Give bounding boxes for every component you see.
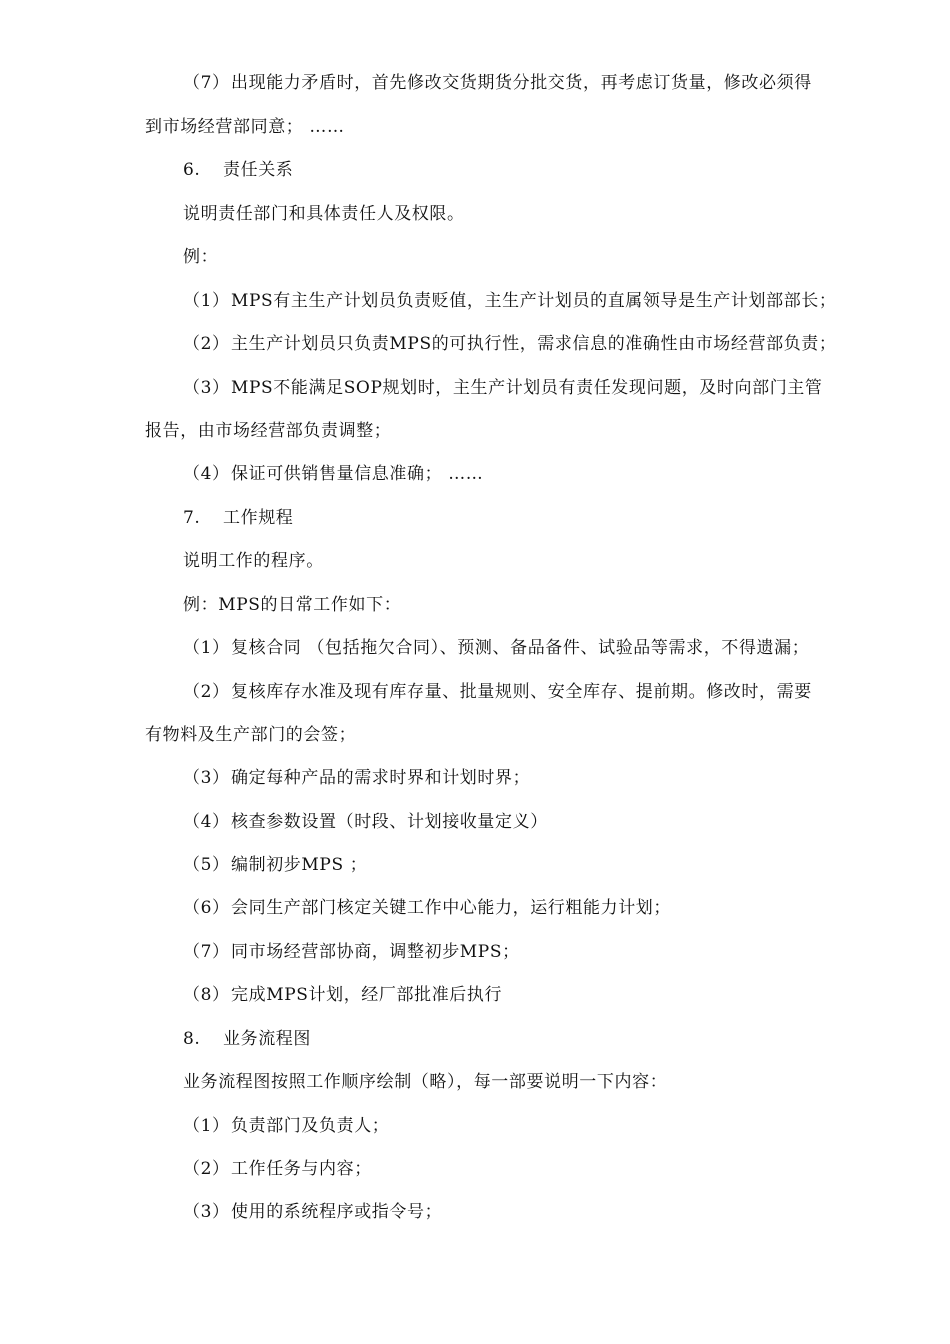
- item-text: MPS有主生产计划员负责贬值，主生产计划员的直属领导是生产计划部部长；: [231, 291, 837, 311]
- list-item: [183, 332, 837, 356]
- item-number: （4）: [183, 464, 230, 484]
- list-item: [183, 983, 502, 1007]
- paragraph-continuation: [145, 723, 356, 747]
- item-text: 确定每种产品的需求时界和计划时界；: [231, 768, 531, 788]
- item-text: 复核合同 （包括拖欠合同）、预测、备品备件、试验品等需求，不得遗漏；: [231, 638, 810, 658]
- paragraph: [183, 202, 465, 226]
- item-number: （1）: [183, 291, 230, 311]
- paragraph-text: 业务流程图按照工作顺序绘制（略），每一部要说明一下内容：: [183, 1072, 668, 1092]
- example-label: [183, 245, 218, 269]
- section-heading: [183, 158, 293, 182]
- list-item: [183, 1200, 442, 1224]
- list-item: [183, 810, 548, 834]
- list-item: [183, 766, 530, 790]
- item-number: （2）: [183, 682, 230, 702]
- item-text: 编制初步MPS ；: [231, 855, 368, 875]
- item-number: （7）: [183, 73, 230, 93]
- item-number: （8）: [183, 985, 230, 1005]
- section-title: 工作规程: [223, 508, 294, 528]
- list-item: [183, 940, 520, 964]
- section-title: 业务流程图: [223, 1029, 311, 1049]
- list-item: [183, 1114, 389, 1138]
- item-text: 复核库存水准及现有库存量、批量规则、安全库存、提前期。修改时，需要: [231, 682, 812, 702]
- list-item: [183, 71, 812, 95]
- item-text: 有物料及生产部门的会签；: [145, 725, 357, 745]
- item-text: 会同生产部门核定关键工作中心能力，运行粗能力计划；: [231, 898, 671, 918]
- paragraph-text: 说明工作的程序。: [183, 551, 324, 571]
- paragraph-text: 例：MPS的日常工作如下：: [183, 595, 402, 615]
- item-text: MPS不能满足SOP规划时，主生产计划员有责任发现问题，及时向部门主管: [231, 378, 823, 398]
- section-number: 7.: [183, 508, 201, 528]
- item-number: （3）: [183, 378, 230, 398]
- list-item: [183, 636, 809, 660]
- example-label: [183, 593, 401, 617]
- item-number: （5）: [183, 855, 230, 875]
- paragraph: [183, 549, 324, 573]
- list-item: [183, 289, 837, 313]
- item-number: （2）: [183, 1159, 230, 1179]
- item-number: （2）: [183, 334, 230, 354]
- section-number: 8.: [183, 1029, 201, 1049]
- paragraph-text: 例：: [183, 247, 219, 267]
- item-text: 出现能力矛盾时，首先修改交货期货分批交货，再考虑订货量，修改必须得: [231, 73, 812, 93]
- item-number: （3）: [183, 1202, 230, 1222]
- paragraph-continuation: [145, 115, 345, 139]
- item-text: 同市场经营部协商，调整初步MPS；: [231, 942, 520, 962]
- list-item: [183, 853, 367, 877]
- item-text: 保证可供销售量信息准确； ……: [231, 464, 484, 484]
- item-text: 负责部门及负责人；: [231, 1116, 390, 1136]
- section-number: 6.: [183, 160, 201, 180]
- item-text: 报告，由市场经营部负责调整；: [145, 421, 392, 441]
- section-heading: [183, 506, 293, 530]
- list-item: [183, 462, 483, 486]
- item-number: （6）: [183, 898, 230, 918]
- item-text: 工作任务与内容；: [231, 1159, 372, 1179]
- list-item: [183, 896, 671, 920]
- list-item: [183, 1157, 372, 1181]
- item-number: （4）: [183, 812, 230, 832]
- item-number: （7）: [183, 942, 230, 962]
- paragraph: [183, 1070, 667, 1094]
- list-item: [183, 680, 812, 704]
- paragraph-continuation: [145, 419, 391, 443]
- section-title: 责任关系: [223, 160, 294, 180]
- item-text: 主生产计划员只负责MPS的可执行性，需求信息的准确性由市场经营部负责；: [231, 334, 837, 354]
- item-text: 核查参数设置（时段、计划接收量定义）: [231, 812, 548, 832]
- item-text: 完成MPS计划，经厂部批准后执行: [231, 985, 503, 1005]
- paragraph-text: 说明责任部门和具体责任人及权限。: [183, 204, 465, 224]
- item-text: 使用的系统程序或指令号；: [231, 1202, 443, 1222]
- list-item: [183, 376, 823, 400]
- item-number: （3）: [183, 768, 230, 788]
- item-number: （1）: [183, 638, 230, 658]
- item-number: （1）: [183, 1116, 230, 1136]
- section-heading: [183, 1027, 311, 1051]
- item-text: 到市场经营部同意； ……: [145, 117, 345, 137]
